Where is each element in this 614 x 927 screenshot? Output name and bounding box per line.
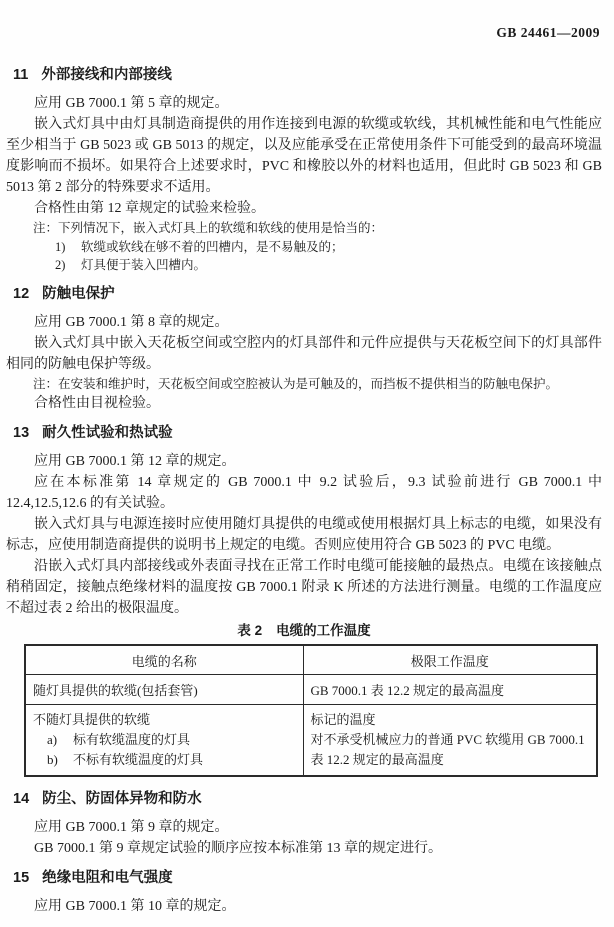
section-15-paragraph-1: 应用 GB 7000.1 第 10 章的规定。	[34, 899, 236, 914]
section-15	[6, 868, 602, 917]
section-15-number: 15	[13, 870, 30, 886]
table-header-limit-temperature: 极限工作温度	[303, 645, 597, 675]
section-12-paragraph-2: 嵌入式灯具中嵌入天花板空间或空腔内的灯具部件和元件应提供与天花板空间下的灯具部件相同的防触电保护等级。	[6, 335, 602, 372]
section-11	[6, 65, 602, 275]
section-13-number: 13	[13, 425, 30, 441]
section-12-note: 注：在安装和维护时，天花板空间或空腔被认为是可触及的，而挡板不提供相当的防触电保护。	[33, 376, 559, 391]
note-item-text: 软缆或软线在够不着的凹槽内，是不易触及的；	[81, 239, 344, 254]
section-11-note-item-2	[6, 256, 602, 275]
cell-sub-item-b	[33, 750, 296, 770]
section-14-paragraph-2: GB 7000.1 第 9 章规定试验的顺序应按本标准第 13 章的规定进行。	[34, 841, 442, 856]
section-11-paragraph-2: 嵌入式灯具中由灯具制造商提供的用作连接到电源的软缆或软线，其机械性能和电气性能应至少相当于 GB 5023 或 GB 5013 的规定，以及应能承受在正常使用条件下可能受到的最高环境温度影响而不损坏。如果符合上述要求时，PVC 和橡胶以外的材料也适用，但此时 GB 5023 和 GB 5013 第 2 部分的特殊要求不适用。	[6, 117, 602, 195]
table-cell-supplied-limit: GB 7000.1 表 12.2 规定的最高温度	[303, 675, 597, 705]
section-14-title: 防尘、防固体异物和防水	[42, 791, 202, 807]
section-11-number: 11	[13, 67, 29, 83]
section-11-title: 外部接线和内部接线	[41, 67, 172, 83]
document-number: GB 24461—2009	[496, 25, 600, 40]
table-cell-not-supplied-limit	[303, 705, 597, 777]
section-11-paragraph-1: 应用 GB 7000.1 第 5 章的规定。	[34, 96, 229, 111]
table-header-cable-name: 电缆的名称	[25, 645, 303, 675]
section-12-number: 12	[13, 285, 30, 302]
sub-item-letter: a)	[47, 732, 58, 747]
sub-item-text: 标有软缆温度的灯具	[73, 732, 191, 747]
cell-sub-item-a	[33, 730, 296, 750]
note-item-text: 灯具便于装入凹槽内。	[81, 258, 207, 272]
table-row	[25, 675, 597, 705]
cell-line: 不随灯具提供的软缆	[33, 712, 151, 727]
section-13-title: 耐久性试验和热试验	[42, 425, 173, 441]
section-12-heading	[6, 284, 602, 305]
section-12-title: 防触电保护	[42, 285, 115, 302]
cell-line: 标记的温度	[310, 712, 376, 727]
section-13-paragraph-1: 应用 GB 7000.1 第 12 章的规定。	[34, 454, 236, 469]
section-15-heading	[6, 868, 602, 889]
section-13-paragraph-2: 应在本标准第 14 章规定的 GB 7000.1 中 9.2 试验后，9.3 试验前进行 GB 7000.1 中 12.4,12.5,12.6 的有关试验。	[6, 475, 602, 511]
table-2-caption-title: 电缆的工作温度	[276, 623, 371, 638]
note-item-number: 1)	[55, 239, 66, 254]
section-14-number: 14	[13, 791, 30, 807]
section-11-paragraph-3: 合格性由第 12 章规定的试验来检验。	[34, 201, 265, 216]
section-14-heading	[6, 789, 602, 810]
section-12-paragraph-1: 应用 GB 7000.1 第 8 章的规定。	[34, 314, 229, 330]
section-13	[6, 423, 602, 619]
section-13-paragraph-4: 沿嵌入式灯具内部接线或外表面寻找在正常工作时电缆可能接触的最热点。电缆在该接触点稍稍固定，接触点绝缘材料的温度按 GB 7000.1 附录 K 所述的方法进行测量。电缆的工作温度应不超过表 2 给出的极限温度。	[6, 559, 602, 616]
section-12	[6, 284, 602, 415]
section-13-paragraph-3: 嵌入式灯具与电源连接时应使用随灯具提供的电缆或使用根据灯具上标志的电缆，如果没有标志，应使用制造商提供的说明书上规定的电缆。否则应使用符合 GB 5023 的 PVC 电缆。	[6, 517, 602, 553]
table-header-row	[25, 645, 597, 675]
section-11-note: 注：下列情况下，嵌入式灯具上的软缆和软线的使用是恰当的：	[33, 221, 384, 235]
table-2-caption	[6, 620, 602, 641]
table-cell-cable-supplied: 随灯具提供的软缆(包括套管)	[25, 675, 303, 705]
table-2-caption-label: 表 2	[237, 623, 263, 638]
section-11-heading	[6, 65, 602, 86]
note-item-number: 2)	[55, 258, 66, 272]
table-cell-cable-not-supplied	[25, 705, 303, 777]
cable-working-temperature-table	[24, 644, 598, 777]
section-15-title: 绝缘电阻和电气强度	[42, 870, 173, 886]
table-row	[25, 705, 597, 777]
section-13-heading	[6, 423, 602, 444]
section-12-paragraph-3: 合格性由目视检验。	[34, 396, 160, 411]
section-14-paragraph-1: 应用 GB 7000.1 第 9 章的规定。	[34, 820, 229, 835]
section-14	[6, 789, 602, 859]
sub-item-letter: b)	[47, 752, 58, 767]
cell-line: 对不承受机械应力的普通 PVC 软缆用 GB 7000.1 表 12.2 规定的最高温度	[310, 732, 585, 767]
sub-item-text: 不标有软缆温度的灯具	[73, 752, 204, 767]
section-11-note-item-1	[6, 238, 602, 257]
